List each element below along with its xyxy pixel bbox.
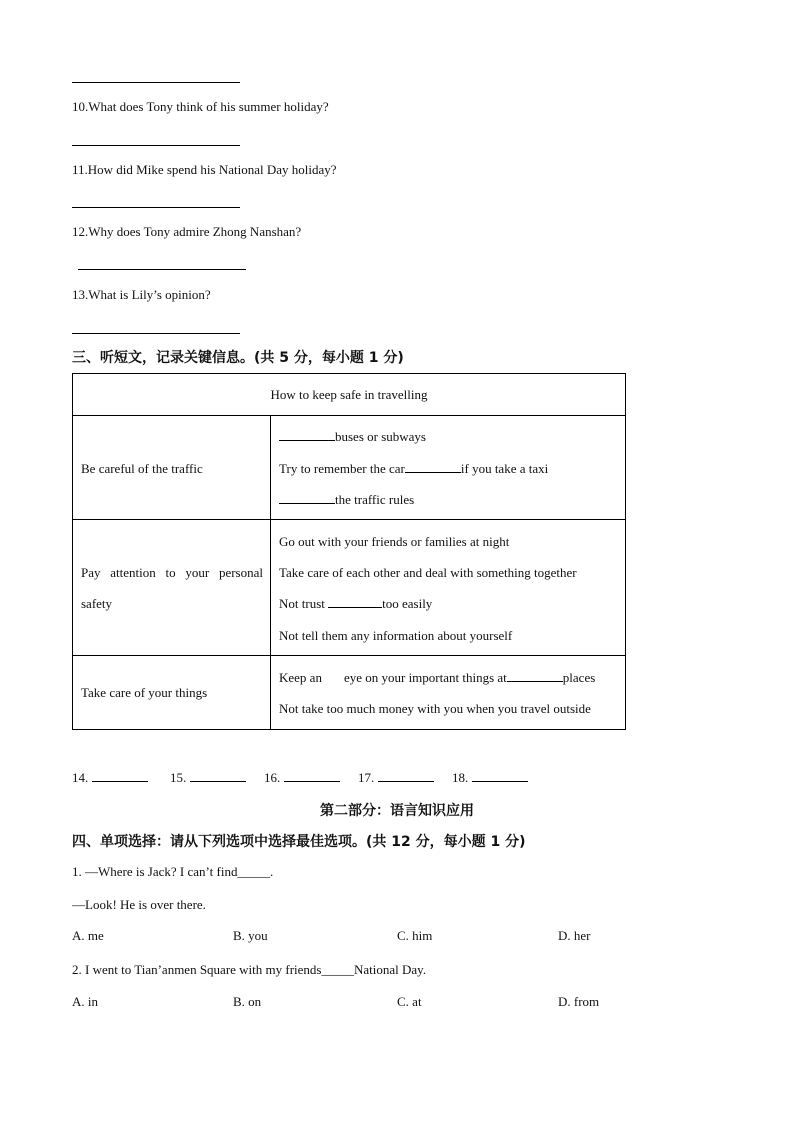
answer-14: 14. [72,770,148,786]
q1-option-d[interactable]: D. her [558,928,591,943]
answer-17: 17. [358,770,434,786]
blank-14[interactable] [279,429,335,441]
row3-line2: Not take too much money with you when you travel outside [279,701,591,716]
section3-title: 三、听短文，记录关键信息。(共 5 分，每小题 1 分) [72,350,404,366]
row2-line1: Go out with your friends or families at night [279,534,510,549]
row3-left: Take care of your things [81,685,208,700]
row2-left-line1: Pay attention to your personal [81,565,263,580]
q1-option-a[interactable]: A. me [72,928,104,943]
q2-option-c[interactable]: C. at [397,994,422,1009]
answer-line-11[interactable] [72,207,240,208]
q1-option-c[interactable]: C. him [397,928,433,943]
blank-16[interactable] [279,492,335,504]
q2-option-d[interactable]: D. from [558,994,600,1009]
row2-line4: Not tell them any information about yourself [279,628,513,643]
answer-line-10[interactable] [72,145,240,146]
part2-title: 第二部分：语言知识应用 [320,803,474,819]
answer-15: 15. [170,770,246,786]
row1-line1: buses or subways [279,429,426,445]
question-12: 12.Why does Tony admire Zhong Nanshan? [72,224,302,239]
row1-left: Be careful of the traffic [81,461,203,476]
answer-16: 16. [264,770,340,786]
answer-line-9[interactable] [72,82,240,83]
q1-stem: 1. —Where is Jack? I can’t find_____. [72,864,274,879]
row2-left-line2: safety [81,596,113,611]
blank-15[interactable] [405,461,461,473]
q1-option-b[interactable]: B. you [233,928,268,943]
answer-line-12[interactable] [78,269,246,270]
row2-line2: Take care of each other and deal with something together [279,565,577,580]
question-11: 11.How did Mike spend his National Day holiday? [72,162,337,177]
q2-stem: 2. I went to Tian’anmen Square with my friends_____National Day. [72,962,427,977]
blank-18[interactable] [507,670,563,682]
row3-line1: Keep an eye on your important things at places [279,670,596,685]
blank-17[interactable] [328,596,382,608]
answer-line-13[interactable] [72,333,240,334]
section4-title: 四、单项选择：请从下列选项中选择最佳选项。(共 12 分，每小题 1 分) [72,834,526,850]
answer-18: 18. [452,770,528,786]
question-13: 13.What is Lily’s opinion? [72,287,211,302]
q2-option-a[interactable]: A. in [72,994,98,1009]
row1-line2: Try to remember the car if you take a taxi [279,461,549,476]
row1-line3: the traffic rules [279,492,414,508]
info-table [72,373,626,730]
q1-reply: —Look! He is over there. [72,897,206,912]
row2-line3: Not trust too easily [279,596,433,611]
q2-option-b[interactable]: B. on [233,994,262,1009]
question-10: 10.What does Tony think of his summer holiday? [72,99,329,114]
table-header: How to keep safe in travelling [270,387,428,402]
